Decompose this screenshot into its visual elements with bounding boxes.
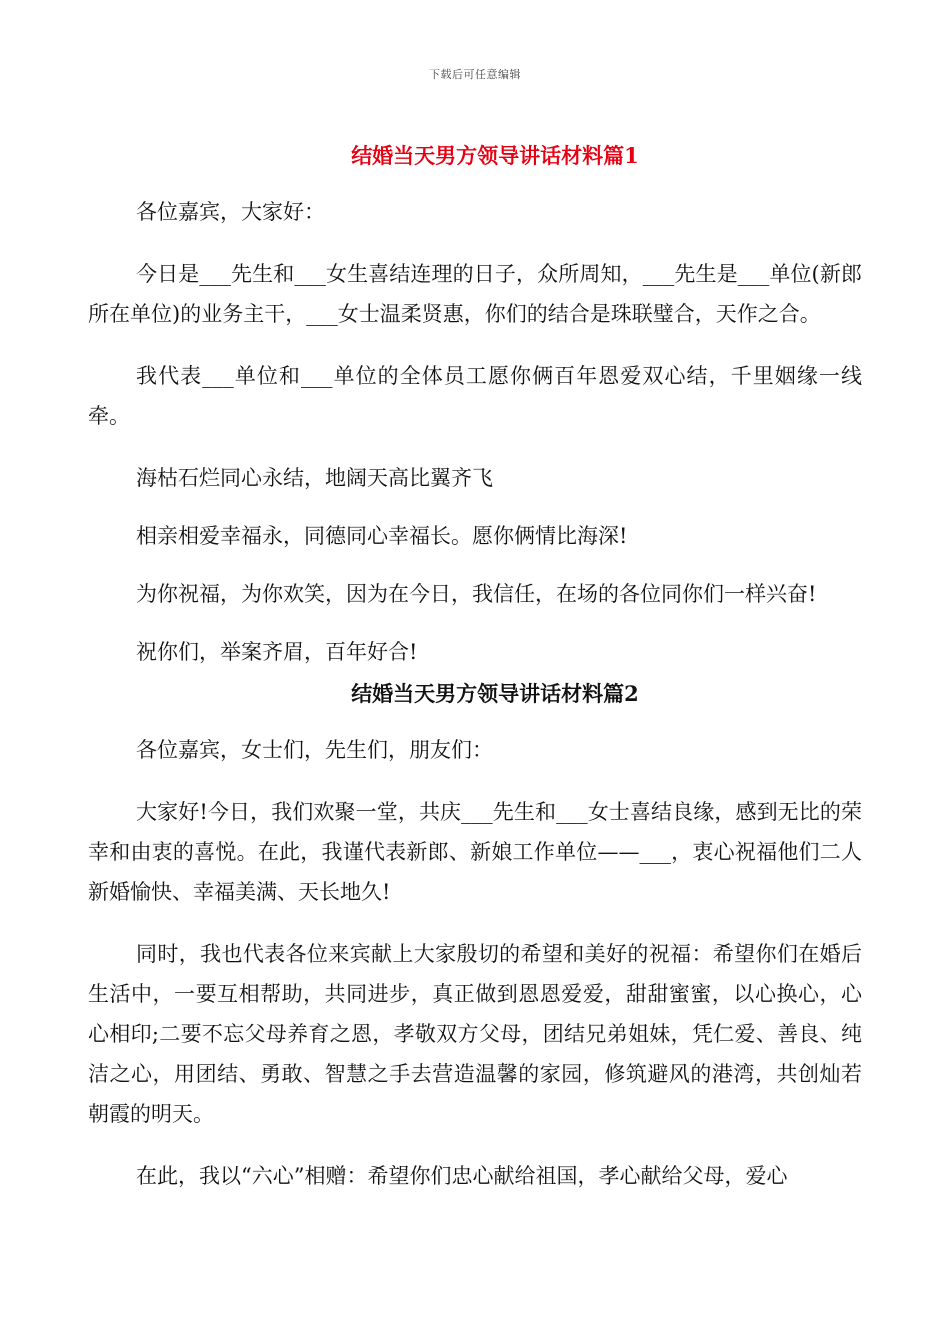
paragraph: 祝你们，举案齐眉，百年好合! [136, 640, 418, 664]
paragraph: 在此，我以“六心”相赠：希望你们忠心献给祖国，孝心献给父母，爱心 [136, 1164, 788, 1188]
paragraph: 为你祝福，为你欢笑，因为在今日，我信任，在场的各位同你们一样兴奋! [136, 582, 817, 606]
document-body [88, 134, 862, 1196]
header-note: 下载后可任意编辑 [429, 68, 521, 81]
paragraph: 各位嘉宾，女士们，先生们，朋友们： [136, 738, 493, 762]
section-1-title: 结婚当天男方领导讲话材料篇1 [351, 143, 639, 168]
paragraph: 大家好!今日，我们欢聚一堂，共庆___先生和___女士喜结良缘，感到无比的荣幸和由衷的喜悦。在此，我谨代表新郎、新娘工作单位——___，衷心祝福他们二人新婚愉快、幸福美满、天长地久! [88, 800, 862, 904]
paragraph: 今日是___先生和___女生喜结连理的日子，众所周知，___先生是___单位(新郎所在单位)的业务主干，___女士温柔贤惠，你们的结合是珠联璧合，天作之合。 [88, 262, 862, 326]
paragraph: 我代表___单位和___单位的全体员工愿你俩百年恩爱双心结，千里姻缘一线牵。 [88, 364, 862, 428]
section-2-title: 结婚当天男方领导讲话材料篇2 [351, 681, 639, 706]
paragraph: 同时，我也代表各位来宾献上大家殷切的希望和美好的祝福：希望你们在婚后生活中，一要互相帮助，共同进步，真正做到恩恩爱爱，甜甜蜜蜜，以心换心，心心相印;二要不忘父母养育之恩，孝敬双方父母，团结兄弟姐妹，凭仁爱、善良、纯洁之心，用团结、勇敢、智慧之手去营造温馨的家园，修筑避风的港湾，共创灿若朝霞的明天。 [88, 942, 862, 1126]
paragraph: 相亲相爱幸福永，同德同心幸福长。愿你俩情比海深! [136, 524, 628, 548]
paragraph: 各位嘉宾，大家好： [136, 200, 325, 224]
paragraph: 海枯石烂同心永结，地阔天高比翼齐飞 [136, 466, 493, 490]
